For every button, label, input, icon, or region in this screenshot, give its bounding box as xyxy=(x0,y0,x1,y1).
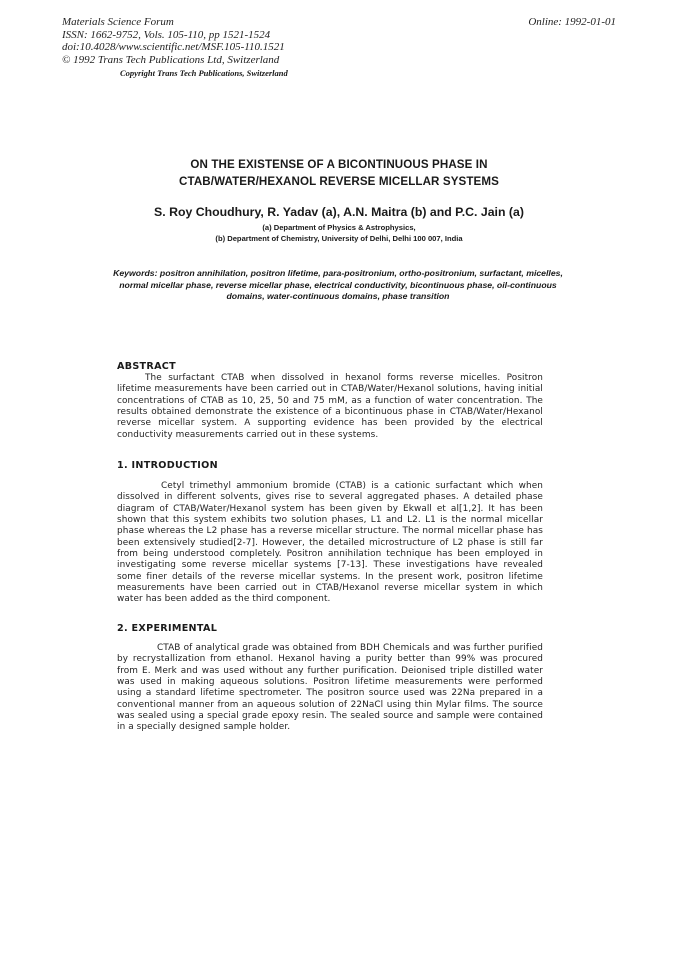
experimental-paragraph: CTAB of analytical grade was obtained from BDH Chemicals and was further purified by recrystallization from ethanol. Hexanol having a purity better than 99% was procured from E. Merk and was used without any further purification. Deionised triple distilled water was used in making aqueous solutions. Positron lifetime measurements were performed using a standard lifetime spectrometer. The positron source used was 22Na prepared in a conventional manner from an aqueous solution of 22NaCl using thin Mylar films. The source was sealed using a special grade epoxy resin. The sealed source and sample were contained in a specially designed sample holder. xyxy=(117,643,543,733)
introduction-body xyxy=(117,481,543,606)
title-line-2: CTAB/WATER/HEXANOL REVERSE MICELLAR SYSTEMS xyxy=(179,175,499,188)
introduction-heading: 1. INTRODUCTION xyxy=(117,460,218,471)
issn-line: ISSN: 1662-9752, Vols. 105-110, pp 1521-1524 xyxy=(62,28,271,41)
abstract-paragraph: The surfactant CTAB when dissolved in hexanol forms reverse micelles. Positron lifetime measurements have been carried out in CTAB/Water/Hexanol solutions, having initial concentrations of CTAB as 10, 25, 50 and 75 mM, as a function of water concentration. The results obtained demonstrate the existence of a bicontinuous phase in CTAB/Water/Hexanol reverse micellar system. A supporting evidence has been provided by the electrical conductivity measurements carried out in these systems. xyxy=(117,373,543,440)
introduction-paragraph: Cetyl trimethyl ammonium bromide (CTAB) is a cationic surfactant which when dissolved in different solvents, gives rise to several aggregated phases. A detailed phase diagram of CTAB/Water/Hexanol system has been given by Ekwall et al[1,2]. It has been shown that this system exhibits two solution phases, L1 and L2. L1 is the normal micellar phase whereas the L2 phase has a reverse micellar structure. The normal micellar phase has been extensively studied[2-7]. However, the detailed microstructure of L2 phase is still far from being understood completely. Positron annihilation technique has been employed in investigating some reverse micellar systems [7-13]. These investigations have revealed some finer details of the reverse micellar systems. In the present work, positron lifetime measurements have been carried out in CTAB/Hexanol reverse micellar system in which water has been added as the third component. xyxy=(117,481,543,605)
paper-title xyxy=(0,156,678,190)
publisher-copyright: Copyright Trans Tech Publications, Switzerland xyxy=(120,68,288,78)
experimental-heading: 2. EXPERIMENTAL xyxy=(117,623,218,634)
experimental-body xyxy=(117,643,543,734)
keywords: Keywords: positron annihilation, positron lifetime, para-positronium, ortho-positronium, surfactant, micelles, normal micellar phase, reverse micellar phase, electrical conductivity, bicontinuous phase, oil-continuous domains, water-continuous domains, phase transition xyxy=(113,268,563,301)
title-line-1: ON THE EXISTENSE OF A BICONTINUOUS PHASE IN xyxy=(190,158,488,171)
abstract-heading: ABSTRACT xyxy=(117,361,176,372)
abstract-body xyxy=(117,373,543,441)
affiliation-b: (b) Department of Chemistry, University of Delhi, Delhi 100 007, India xyxy=(215,234,463,243)
author-list: S. Roy Choudhury, R. Yadav (a), A.N. Maitra (b) and P.C. Jain (a) xyxy=(154,205,524,219)
doi-line: doi:10.4028/www.scientific.net/MSF.105-110.1521 xyxy=(62,41,285,53)
online-date: Online: 1992-01-01 xyxy=(528,16,616,28)
affiliation-a: (a) Department of Physics & Astrophysics, xyxy=(262,223,416,232)
journal-meta xyxy=(62,16,285,66)
journal-name: Materials Science Forum xyxy=(62,16,174,28)
copyright-line: © 1992 Trans Tech Publications Ltd, Switzerland xyxy=(62,53,280,66)
